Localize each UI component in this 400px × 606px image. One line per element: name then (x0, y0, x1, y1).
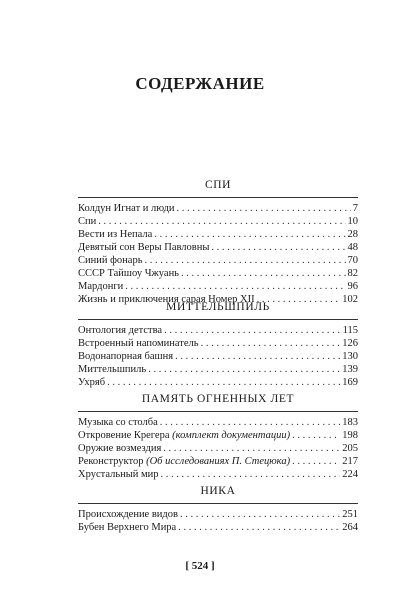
toc-entry-page: 7 (352, 203, 358, 214)
section-title: НИКА (200, 485, 236, 497)
toc-entry (78, 363, 358, 376)
section-entries (78, 508, 358, 534)
toc-entry (78, 202, 358, 215)
toc-entry-page: 183 (342, 417, 358, 428)
dot-leader (107, 376, 340, 389)
toc-entry-page: 115 (342, 325, 358, 336)
toc-entry-title-text: Девятый сон Веры Павловны (78, 242, 210, 253)
section-title: МИТТЕЛЬШПИЛЬ (166, 301, 270, 313)
toc-entry-page: 102 (342, 294, 358, 305)
toc-entry (78, 468, 358, 481)
toc-entry-title-text: Миттельшпиль (78, 364, 147, 375)
toc-entry-title-text: Водонапорная башня (78, 351, 174, 362)
dot-leader (125, 280, 345, 293)
toc-entry (78, 376, 358, 389)
section-entries (78, 416, 358, 481)
toc-entry-title-text: Бубен Верхнего Мира (78, 522, 177, 533)
toc-entry-page: 82 (347, 268, 358, 279)
dot-leader (144, 254, 345, 267)
toc-entry (78, 442, 358, 455)
toc-entry-note: (Об исследованиях П. Стецюка) (146, 456, 291, 467)
section-spi (78, 178, 358, 306)
section-rule (78, 319, 358, 320)
toc-entry-title (78, 324, 162, 337)
section-rule (78, 197, 358, 198)
dot-leader (201, 337, 341, 350)
toc-entry-title (78, 416, 158, 429)
dot-leader (164, 324, 341, 337)
toc-entry-title (78, 350, 173, 363)
toc-entry-page: 28 (347, 229, 358, 240)
toc-entry-title-text: Происхождение видов (78, 509, 178, 520)
toc-entry-page: 217 (342, 456, 358, 467)
section-title: ПАМЯТЬ ОГНЕННЫХ ЛЕТ (141, 393, 295, 405)
toc-entry-page: 169 (342, 377, 358, 388)
dot-leader (180, 508, 340, 521)
dot-leader (211, 241, 345, 254)
bracket-left: [ (185, 560, 189, 572)
toc-entry-title-text: СССР Тайшоу Чжуань (78, 268, 179, 279)
toc-entry-title (78, 337, 199, 350)
dot-leader (148, 363, 340, 376)
dot-leader (163, 442, 340, 455)
toc-entry (78, 416, 358, 429)
toc-entry-title-text: Музыка со столба (78, 417, 158, 428)
toc-entry-page: 126 (342, 338, 358, 349)
section-nika (78, 484, 358, 534)
toc-entry-title (78, 455, 290, 468)
toc-entry-page: 48 (347, 242, 358, 253)
toc-entry (78, 521, 358, 534)
toc-entry-title-text: Ухряб (78, 377, 106, 388)
section-entries (78, 324, 358, 389)
toc-entry-title-text: Мардонги (78, 281, 124, 292)
section-pamyat (78, 392, 358, 481)
toc-entry-title (78, 521, 176, 534)
toc-entry (78, 337, 358, 350)
toc-entry-page: 198 (342, 430, 358, 441)
toc-entry-title (78, 254, 142, 267)
section-rule (78, 411, 358, 412)
toc-entry-title (78, 442, 161, 455)
toc-entry-title-text: Синий фонарь (78, 255, 143, 266)
toc-entry (78, 280, 358, 293)
toc-entry-title-text: Спи (78, 216, 97, 227)
toc-entry-page: 264 (342, 522, 358, 533)
toc-entry-title (78, 202, 175, 215)
toc-entry (78, 350, 358, 363)
toc-entry-title (78, 429, 290, 442)
dot-leader (161, 468, 341, 481)
toc-entry-note: (комплект документации) (172, 430, 291, 441)
toc-entry-page: 251 (342, 509, 358, 520)
dot-leader (177, 202, 351, 215)
toc-entry-title-text: Хрустальный мир (78, 469, 159, 480)
page-number: 524 (191, 560, 209, 572)
toc-entry (78, 429, 358, 442)
toc-entry (78, 254, 358, 267)
toc-entry (78, 267, 358, 280)
toc-entry-title-text: Колдун Игнат и люди (78, 203, 175, 214)
toc-entry (78, 455, 358, 468)
toc-entry (78, 228, 358, 241)
toc-entry-title (78, 241, 209, 254)
toc-entry (78, 241, 358, 254)
toc-entry-title-text: Откровение Крегера (78, 430, 170, 441)
toc-entry-title-text: Встроенный напоминатель (78, 338, 199, 349)
toc-entry (78, 324, 358, 337)
toc-entry-title (78, 376, 105, 389)
dot-leader (181, 267, 346, 280)
bracket-right: ] (211, 560, 215, 572)
dot-leader (98, 215, 345, 228)
dot-leader (160, 416, 340, 429)
toc-entry-title-text: Вести из Непала (78, 229, 153, 240)
toc-entry-title-text: Онтология детства (78, 325, 163, 336)
toc-entry-title (78, 215, 96, 228)
toc-entry-title-text: Оружие возмездия (78, 443, 162, 454)
dot-leader (175, 350, 340, 363)
toc-entry (78, 508, 358, 521)
toc-entry-title (78, 508, 178, 521)
toc-entry-page: 205 (342, 443, 358, 454)
toc-entry-title (78, 228, 152, 241)
page-title: СОДЕРЖАНИЕ (135, 74, 265, 93)
section-rule (78, 503, 358, 504)
toc-entry-page: 130 (342, 351, 358, 362)
section-entries (78, 202, 358, 306)
dot-leader (292, 429, 340, 442)
page-number-footer (0, 560, 400, 572)
toc-entry-title-text: Реконструктор (78, 456, 144, 467)
toc-entry-title-text: Жизнь и приключения сарая Номер XII (78, 294, 255, 305)
toc-entry-page: 70 (347, 255, 358, 266)
dot-leader (178, 521, 340, 534)
toc-entry-title (78, 363, 146, 376)
toc-entry-page: 96 (347, 281, 358, 292)
toc-entry-title (78, 468, 159, 481)
dot-leader (154, 228, 345, 241)
toc-entry-page: 139 (342, 364, 358, 375)
toc-entry-page: 224 (342, 469, 358, 480)
toc-entry-page: 10 (347, 216, 358, 227)
dot-leader (292, 455, 340, 468)
toc-entry-title (78, 280, 123, 293)
section-title: СПИ (204, 179, 232, 191)
toc-entry-title (78, 267, 179, 280)
section-mittelshpil (78, 300, 358, 389)
toc-entry (78, 215, 358, 228)
